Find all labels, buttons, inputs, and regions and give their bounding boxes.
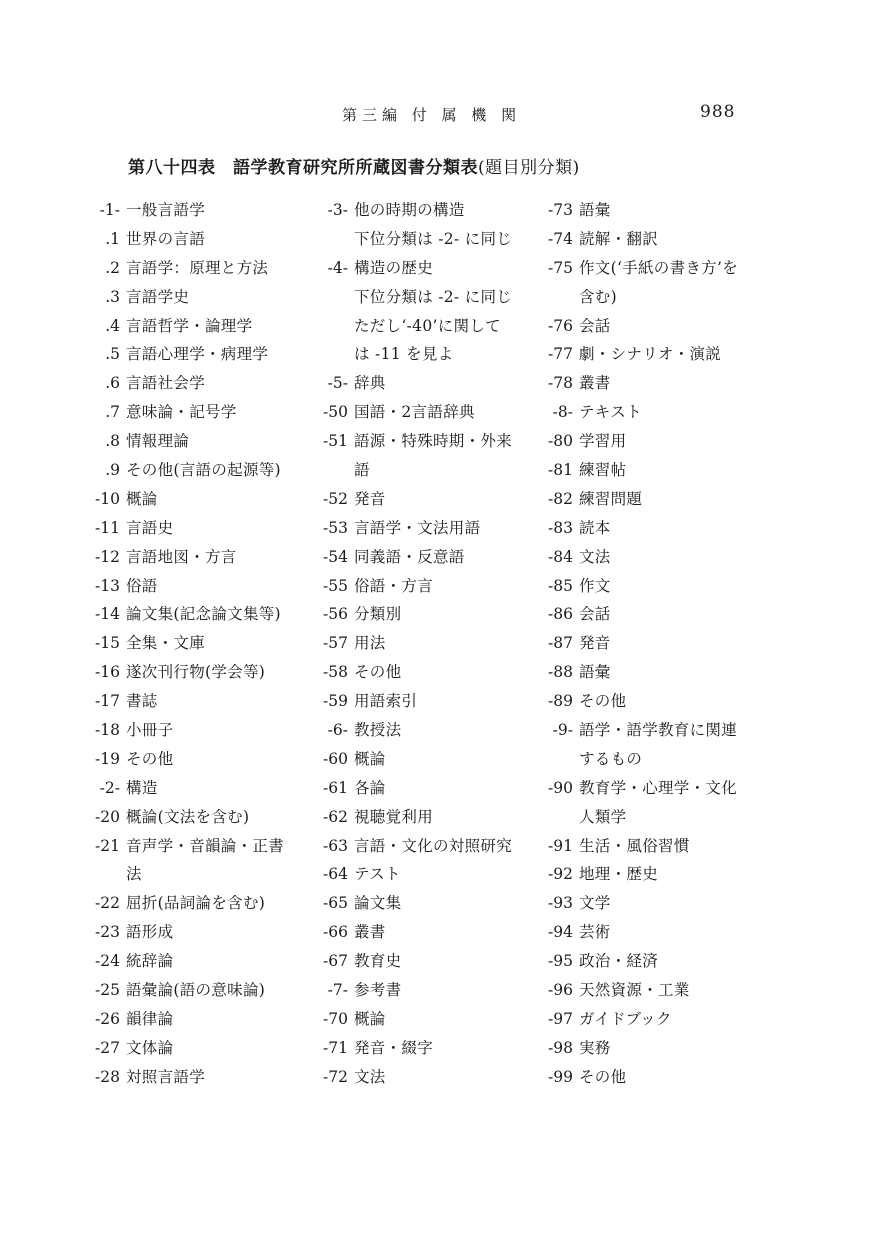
entry-code: -51 bbox=[323, 432, 348, 451]
entry-code: -60 bbox=[323, 749, 348, 768]
entry-code: -73 bbox=[548, 201, 573, 219]
classification-entry bbox=[318, 1034, 536, 1063]
entry-label: ただし‘-40’に関して bbox=[354, 316, 501, 335]
entry-code: -59 bbox=[323, 692, 348, 711]
entry-code: -3- bbox=[327, 201, 348, 219]
entry-label: テキスト bbox=[579, 403, 642, 422]
classification-entry bbox=[318, 1005, 536, 1034]
entry-code: -25 bbox=[95, 981, 120, 1000]
classification-entry bbox=[88, 572, 298, 601]
entry-label: 練習問題 bbox=[579, 489, 643, 508]
classification-entry bbox=[88, 543, 298, 572]
entry-code: -18 bbox=[95, 721, 120, 740]
entry-code: -92 bbox=[548, 865, 573, 884]
entry-label: 一般言語学 bbox=[126, 201, 206, 219]
entry-code: -97 bbox=[548, 1009, 573, 1028]
entry-code: -22 bbox=[95, 894, 120, 913]
entry-label: 下位分類は -2- に同じ bbox=[354, 229, 513, 248]
entry-label: 世界の言語 bbox=[126, 229, 206, 248]
classification-entry bbox=[318, 687, 536, 716]
entry-code: -81 bbox=[548, 461, 573, 480]
entry-code: -2- bbox=[99, 778, 120, 797]
classification-column-2 bbox=[318, 196, 536, 1092]
entry-label: 言語学史 bbox=[126, 287, 190, 306]
entry-label: 語彙 bbox=[579, 663, 611, 682]
entry-code: -62 bbox=[323, 807, 348, 826]
entry-code: -12 bbox=[95, 547, 120, 566]
classification-entry bbox=[318, 629, 536, 658]
entry-code: .4 bbox=[105, 316, 120, 335]
entry-label: 視聴覚利用 bbox=[354, 807, 434, 826]
entry-code: -89 bbox=[548, 692, 573, 711]
entry-label: 会話 bbox=[579, 316, 611, 335]
entry-code: .7 bbox=[105, 403, 120, 422]
classification-entry bbox=[318, 976, 536, 1005]
entry-code: -65 bbox=[323, 894, 348, 913]
entry-code: -21 bbox=[95, 836, 120, 855]
classification-entry bbox=[545, 340, 750, 369]
entry-code bbox=[88, 860, 126, 889]
entry-label: 語 bbox=[354, 461, 370, 480]
classification-column-3 bbox=[545, 196, 750, 1092]
entry-label: 練習帖 bbox=[579, 461, 627, 480]
entry-code: -15 bbox=[95, 634, 120, 653]
classification-entry bbox=[88, 1034, 298, 1063]
classification-entry bbox=[545, 427, 750, 456]
entry-code: -74 bbox=[548, 229, 573, 248]
entry-label: 韻律論 bbox=[126, 1009, 174, 1028]
entry-label: 全集・文庫 bbox=[126, 634, 206, 653]
classification-entry bbox=[88, 456, 298, 485]
entry-code: -58 bbox=[323, 663, 348, 682]
entry-label: 天然資源・工業 bbox=[579, 981, 690, 1000]
entry-code: -54 bbox=[323, 547, 348, 566]
classification-entry bbox=[545, 658, 750, 687]
entry-code: -23 bbox=[95, 923, 120, 942]
classification-entry bbox=[318, 398, 536, 427]
entry-code: -55 bbox=[323, 576, 348, 595]
entry-label: その他(言語の起源等) bbox=[126, 461, 281, 480]
entry-label: 国語・2言語辞典 bbox=[354, 403, 475, 422]
entry-code: -66 bbox=[323, 923, 348, 942]
entry-code: -9- bbox=[552, 721, 573, 740]
entry-code: -75 bbox=[548, 258, 573, 277]
classification-entry bbox=[318, 572, 536, 601]
entry-label: 言語史 bbox=[126, 518, 174, 537]
entry-label: 語彙論(語の意味論) bbox=[126, 981, 266, 1000]
entry-label: 言語学：原理と方法 bbox=[126, 258, 269, 277]
classification-entry bbox=[545, 918, 750, 947]
entry-label: 辞典 bbox=[354, 374, 386, 393]
classification-entry bbox=[545, 600, 750, 629]
entry-code bbox=[318, 340, 354, 369]
classification-entry bbox=[545, 572, 750, 601]
entry-code: -86 bbox=[548, 605, 573, 624]
entry-code: .6 bbox=[105, 374, 120, 393]
entry-label: 下位分類は -2- に同じ bbox=[354, 287, 513, 306]
classification-entry bbox=[545, 976, 750, 1005]
entry-code: -67 bbox=[323, 952, 348, 971]
entry-label: するもの bbox=[579, 749, 643, 768]
classification-entry bbox=[545, 1034, 750, 1063]
entry-code: .9 bbox=[105, 461, 120, 480]
classification-entry bbox=[318, 225, 536, 254]
classification-entry bbox=[318, 196, 536, 225]
entry-code: -84 bbox=[548, 547, 573, 566]
entry-code: -4- bbox=[327, 258, 348, 277]
classification-entry bbox=[545, 889, 750, 918]
classification-entry bbox=[318, 283, 536, 312]
entry-code: -10 bbox=[95, 489, 120, 508]
entry-code: -98 bbox=[548, 1038, 573, 1057]
classification-entry bbox=[545, 1063, 750, 1092]
entry-code: -16 bbox=[95, 663, 120, 682]
entry-label: 論文集 bbox=[354, 894, 402, 913]
entry-label: 発音 bbox=[354, 489, 386, 508]
entry-label: は -11 を見よ bbox=[354, 345, 454, 364]
entry-code bbox=[318, 312, 354, 341]
entry-code: -52 bbox=[323, 489, 348, 508]
entry-label: 用法 bbox=[354, 634, 386, 653]
classification-entry bbox=[545, 629, 750, 658]
entry-label: 音声学・音韻論・正書 bbox=[126, 836, 285, 855]
entry-label: その他 bbox=[579, 692, 627, 711]
entry-label: 劇・シナリオ・演説 bbox=[579, 345, 722, 364]
entry-label: 論文集(記念論文集等) bbox=[126, 605, 281, 624]
classification-entry bbox=[318, 254, 536, 283]
entry-code: -80 bbox=[548, 432, 573, 451]
entry-label: 文体論 bbox=[126, 1038, 174, 1057]
entry-code: -76 bbox=[548, 316, 573, 335]
entry-label: 屈折(品詞論を含む) bbox=[126, 894, 266, 913]
classification-entry bbox=[88, 254, 298, 283]
entry-label: 構造 bbox=[126, 778, 158, 797]
entry-code: -70 bbox=[323, 1009, 348, 1028]
classification-entry bbox=[545, 254, 750, 283]
classification-entry bbox=[545, 745, 750, 774]
classification-entry bbox=[88, 889, 298, 918]
classification-entry bbox=[318, 947, 536, 976]
entry-label: 文法 bbox=[579, 547, 611, 566]
entry-label: 学習用 bbox=[579, 432, 627, 451]
classification-entry bbox=[318, 658, 536, 687]
classification-entry bbox=[545, 832, 750, 861]
entry-code: -61 bbox=[323, 778, 348, 797]
classification-entry bbox=[318, 745, 536, 774]
page-number: 988 bbox=[700, 102, 736, 122]
entry-label: 用語索引 bbox=[354, 692, 418, 711]
entry-label: 語彙 bbox=[579, 201, 611, 219]
classification-entry bbox=[88, 687, 298, 716]
entry-label: 遂次刊行物(学会等) bbox=[126, 663, 266, 682]
entry-code: -90 bbox=[548, 778, 573, 797]
entry-code: -13 bbox=[95, 576, 120, 595]
entry-label: 語形成 bbox=[126, 923, 174, 942]
classification-entry bbox=[318, 860, 536, 889]
classification-entry bbox=[88, 716, 298, 745]
classification-entry bbox=[545, 687, 750, 716]
entry-label: 他の時期の構造 bbox=[354, 201, 465, 219]
classification-entry bbox=[318, 340, 536, 369]
entry-code: -1- bbox=[99, 201, 120, 219]
classification-entry bbox=[545, 456, 750, 485]
classification-entry bbox=[318, 427, 536, 456]
classification-entry bbox=[545, 543, 750, 572]
classification-entry bbox=[318, 918, 536, 947]
entry-label: 構造の歴史 bbox=[354, 258, 434, 277]
classification-entry bbox=[318, 369, 536, 398]
entry-label: 文法 bbox=[354, 1067, 386, 1086]
entry-code: -17 bbox=[95, 692, 120, 711]
entry-code: -91 bbox=[548, 836, 573, 855]
entry-code: -88 bbox=[548, 663, 573, 682]
running-header-section: 第三編 付 属 機 関 bbox=[342, 106, 522, 124]
table-title-sub: (題目別分類) bbox=[478, 158, 580, 178]
classification-entry bbox=[88, 600, 298, 629]
classification-entry bbox=[88, 860, 298, 889]
entry-label: 俗語・方言 bbox=[354, 576, 434, 595]
entry-code: .5 bbox=[105, 345, 120, 364]
classification-entry bbox=[88, 918, 298, 947]
entry-code: -71 bbox=[323, 1038, 348, 1057]
entry-code: .3 bbox=[105, 287, 120, 306]
classification-entry bbox=[88, 514, 298, 543]
classification-entry bbox=[545, 860, 750, 889]
entry-code: -26 bbox=[95, 1009, 120, 1028]
entry-label: 教育学・心理学・文化 bbox=[579, 778, 738, 797]
entry-code: -5- bbox=[327, 374, 348, 393]
classification-entry bbox=[88, 1005, 298, 1034]
classification-entry bbox=[545, 196, 750, 225]
entry-label: 叢書 bbox=[579, 374, 611, 393]
classification-entry bbox=[545, 716, 750, 745]
classification-entry bbox=[318, 485, 536, 514]
classification-entry bbox=[88, 398, 298, 427]
entry-label: 言語・文化の対照研究 bbox=[354, 836, 513, 855]
entry-code: -19 bbox=[95, 749, 120, 768]
entry-label: 各論 bbox=[354, 778, 386, 797]
classification-entry bbox=[88, 947, 298, 976]
classification-entry bbox=[318, 312, 536, 341]
entry-label: 対照言語学 bbox=[126, 1067, 206, 1086]
entry-code: -77 bbox=[548, 345, 573, 364]
entry-label: 芸術 bbox=[579, 923, 611, 942]
classification-entry bbox=[88, 745, 298, 774]
classification-entry bbox=[88, 1063, 298, 1092]
entry-label: 発音 bbox=[579, 634, 611, 653]
entry-code: -63 bbox=[323, 836, 348, 855]
entry-label: その他 bbox=[579, 1067, 627, 1086]
classification-entry bbox=[88, 196, 298, 225]
entry-code: -87 bbox=[548, 634, 573, 653]
entry-label: 語学・語学教育に関連 bbox=[579, 721, 738, 740]
entry-label: その他 bbox=[354, 663, 402, 682]
entry-label: 俗語 bbox=[126, 576, 158, 595]
entry-label: 概論 bbox=[354, 1009, 386, 1028]
entry-code: -93 bbox=[548, 894, 573, 913]
entry-code: .1 bbox=[105, 229, 120, 248]
entry-code: -53 bbox=[323, 518, 348, 537]
entry-label: 読本 bbox=[579, 518, 611, 537]
entry-code: -11 bbox=[95, 518, 120, 537]
entry-code: -50 bbox=[323, 403, 348, 422]
entry-label: 書誌 bbox=[126, 692, 158, 711]
classification-entry bbox=[545, 369, 750, 398]
entry-code: -6- bbox=[327, 721, 348, 740]
classification-entry bbox=[88, 312, 298, 341]
classification-entry bbox=[318, 514, 536, 543]
entry-label: 概論 bbox=[354, 749, 386, 768]
table-title bbox=[128, 153, 580, 178]
classification-entry bbox=[88, 427, 298, 456]
entry-code: -82 bbox=[548, 489, 573, 508]
entry-code: -27 bbox=[95, 1038, 120, 1057]
entry-label: 情報理論 bbox=[126, 432, 190, 451]
classification-entry bbox=[545, 774, 750, 803]
entry-code: -7- bbox=[327, 981, 348, 1000]
classification-entry bbox=[545, 225, 750, 254]
classification-entry bbox=[545, 283, 750, 312]
entry-code bbox=[545, 283, 579, 312]
entry-code: -57 bbox=[323, 634, 348, 653]
entry-label: 教育史 bbox=[354, 952, 402, 971]
entry-label: 教授法 bbox=[354, 721, 402, 740]
entry-label: 概論 bbox=[126, 489, 158, 508]
entry-code: -14 bbox=[95, 605, 120, 624]
entry-label: 言語地図・方言 bbox=[126, 547, 237, 566]
entry-label: 言語学・文法用語 bbox=[354, 518, 481, 537]
entry-label: 意味論・記号学 bbox=[126, 403, 237, 422]
classification-entry bbox=[318, 803, 536, 832]
entry-label: 語源・特殊時期・外来 bbox=[354, 432, 513, 451]
entry-code: -96 bbox=[548, 981, 573, 1000]
entry-label: 言語社会学 bbox=[126, 374, 206, 393]
classification-entry bbox=[545, 1005, 750, 1034]
entry-code: -94 bbox=[548, 923, 573, 942]
entry-label: 地理・歴史 bbox=[579, 865, 659, 884]
entry-code: -72 bbox=[323, 1067, 348, 1086]
entry-code: -56 bbox=[323, 605, 348, 624]
entry-label: 生活・風俗習慣 bbox=[579, 836, 690, 855]
classification-entry bbox=[88, 369, 298, 398]
classification-entry bbox=[545, 514, 750, 543]
classification-column-1 bbox=[88, 196, 298, 1092]
entry-label: 概論(文法を含む) bbox=[126, 807, 250, 826]
classification-entry bbox=[545, 398, 750, 427]
classification-entry bbox=[88, 225, 298, 254]
classification-entry bbox=[318, 832, 536, 861]
entry-label: 発音・綴字 bbox=[354, 1038, 434, 1057]
classification-entry bbox=[88, 340, 298, 369]
classification-entry bbox=[318, 543, 536, 572]
entry-code: .8 bbox=[105, 432, 120, 451]
entry-label: 実務 bbox=[579, 1038, 611, 1057]
entry-label: 統辞論 bbox=[126, 952, 174, 971]
entry-code: -20 bbox=[95, 807, 120, 826]
entry-code: -24 bbox=[95, 952, 120, 971]
entry-label: 分類別 bbox=[354, 605, 402, 624]
entry-code bbox=[318, 283, 354, 312]
classification-entry bbox=[88, 774, 298, 803]
classification-entry bbox=[88, 832, 298, 861]
classification-entry bbox=[318, 600, 536, 629]
entry-label: 作文(‘手紙の書き方’を bbox=[579, 258, 739, 277]
entry-label: 同義語・反意語 bbox=[354, 547, 465, 566]
entry-code: -8- bbox=[552, 403, 573, 422]
classification-entry bbox=[545, 485, 750, 514]
entry-label: ガイドブック bbox=[579, 1009, 672, 1028]
entry-code bbox=[545, 745, 579, 774]
classification-entry bbox=[318, 774, 536, 803]
classification-entry bbox=[88, 976, 298, 1005]
classification-entry bbox=[318, 716, 536, 745]
entry-label: 政治・経済 bbox=[579, 952, 659, 971]
entry-label: 言語心理学・病理学 bbox=[126, 345, 269, 364]
entry-code bbox=[318, 225, 354, 254]
entry-code: -83 bbox=[548, 518, 573, 537]
table-title-main: 第八十四表 語学教育研究所所蔵図書分類表 bbox=[128, 158, 478, 178]
entry-code bbox=[545, 803, 579, 832]
entry-code: .2 bbox=[105, 258, 120, 277]
classification-entry bbox=[88, 485, 298, 514]
entry-label: テスト bbox=[354, 865, 401, 884]
classification-entry bbox=[545, 312, 750, 341]
entry-code: -78 bbox=[548, 374, 573, 393]
entry-code: -28 bbox=[95, 1067, 120, 1086]
classification-entry bbox=[88, 629, 298, 658]
classification-entry bbox=[318, 456, 536, 485]
entry-label: その他 bbox=[126, 749, 174, 768]
classification-entry bbox=[545, 803, 750, 832]
entry-label: 読解・翻訳 bbox=[579, 229, 659, 248]
entry-label: 作文 bbox=[579, 576, 611, 595]
entry-label: 小冊子 bbox=[126, 721, 174, 740]
classification-entry bbox=[88, 283, 298, 312]
entry-label: 叢書 bbox=[354, 923, 386, 942]
entry-label: 文学 bbox=[579, 894, 611, 913]
entry-label: 参考書 bbox=[354, 981, 402, 1000]
entry-label: 会話 bbox=[579, 605, 611, 624]
entry-code: -64 bbox=[323, 865, 348, 884]
entry-code bbox=[318, 456, 354, 485]
entry-label: 言語哲学・論理学 bbox=[126, 316, 253, 335]
classification-entry bbox=[545, 947, 750, 976]
entry-label: 法 bbox=[126, 865, 142, 884]
classification-entry bbox=[318, 889, 536, 918]
entry-code: -85 bbox=[548, 576, 573, 595]
entry-code: -99 bbox=[548, 1067, 573, 1086]
classification-entry bbox=[88, 658, 298, 687]
classification-entry bbox=[318, 1063, 536, 1092]
classification-entry bbox=[88, 803, 298, 832]
entry-code: -95 bbox=[548, 952, 573, 971]
entry-label: 含む) bbox=[579, 287, 617, 306]
entry-label: 人類学 bbox=[579, 807, 627, 826]
